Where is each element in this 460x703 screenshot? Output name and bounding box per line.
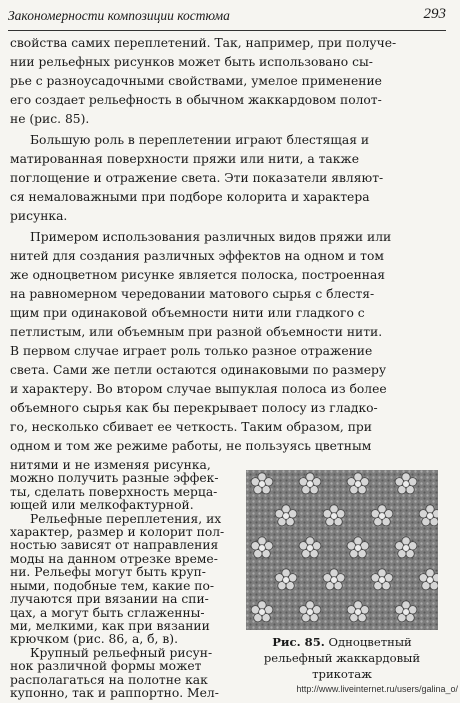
- body-line: рисунка.: [10, 209, 68, 223]
- figure-caption-line: рельефный жаккардовый: [263, 651, 421, 665]
- running-header: [8, 4, 446, 31]
- body-line: располагаться на полотне как: [10, 672, 208, 687]
- body-line: матированная поверхности пряжи или нити, а также: [10, 152, 360, 166]
- figure-caption-line: трикотаж: [312, 667, 372, 681]
- body-line: нитей для создания различных эффектов на одном и том: [10, 249, 384, 263]
- body-line: петлистым, или объемным при разной объемности нити.: [10, 325, 383, 339]
- body-line: света. Сами же петли остаются одинаковыми по размеру: [10, 363, 387, 377]
- body-line: ми, мелкими, как при вязании: [10, 618, 210, 633]
- body-line: ностью зависят от направления: [10, 538, 219, 553]
- source-watermark: http://www.liveinternet.ru/users/galina_o/: [296, 684, 458, 694]
- body-line: рье с разноусадочными свойствами, умелое применение: [10, 74, 382, 88]
- body-line: не (рис. 85).: [10, 112, 90, 126]
- body-line: крючком (рис. 86, а, б, в).: [10, 632, 178, 647]
- body-line: лучаются при вязании на спи-: [10, 592, 209, 607]
- body-line: Большую роль в переплетении играют блестящая и: [30, 133, 370, 147]
- body-line: нок различной формы может: [10, 659, 202, 674]
- body-line: ными, подобные тем, какие по-: [10, 578, 215, 593]
- body-line: можно получить разные эффек-: [10, 471, 219, 486]
- body-line: на равномерном чередовании матового сырья с блестя-: [10, 287, 375, 301]
- body-line: ся немаловажными при подборе колорита и характера: [10, 190, 370, 204]
- body-line: Крупный рельефный рисун-: [30, 645, 213, 660]
- body-line: моды на данном отрезке време-: [10, 551, 218, 566]
- body-line: Примером использования различных видов пряжи или: [30, 230, 392, 244]
- body-line: и характеру. Во втором случае выпуклая полоса из более: [10, 382, 387, 396]
- body-line: щим при одинаковой объемности нити или гладкого с: [10, 306, 365, 320]
- body-line: го, несколько сбивает ее четкость. Таким образом, при: [10, 420, 372, 434]
- body-line: поглощение и отражение света. Эти показатели являют-: [10, 171, 384, 185]
- body-line: ющей или мелкофактурной.: [10, 498, 194, 513]
- body-line: цах, а могут быть сглаженны-: [10, 605, 205, 620]
- knit-fabric-photo: [246, 470, 438, 630]
- body-line: его создает рельефность в обычном жаккардовом полот-: [10, 93, 382, 107]
- figure-label: Рис. 85.: [272, 635, 325, 649]
- body-line: Рельефные переплетения, их: [30, 511, 222, 526]
- body-line: ни. Рельефы могут быть круп-: [10, 565, 206, 580]
- body-line: же одноцветном рисунке является полоска, построенная: [10, 268, 386, 282]
- body-line: нитями и не изменяя рисунка,: [10, 458, 211, 472]
- body-line: свойства самих переплетений. Так, например, при получе-: [10, 36, 397, 50]
- body-line: одном и том же режиме работы, не пользуясь цветным: [10, 439, 372, 453]
- body-line: нии рельефных рисунков может быть использовано сы-: [10, 55, 373, 69]
- figure-caption-text: Одноцветный: [324, 635, 412, 649]
- body-line: объемного сырья как бы перекрывает полосу из гладко-: [10, 401, 378, 415]
- body-line: ты, сделать поверхность мерца-: [10, 484, 218, 499]
- running-title: Закономерности композиции костюма: [8, 8, 230, 23]
- body-line: В первом случае играет роль только разное отражение: [10, 344, 373, 358]
- page-number: 293: [423, 6, 446, 22]
- body-line: купонно, так и раппортно. Мел-: [10, 686, 219, 700]
- figure-caption-line: [242, 634, 442, 650]
- body-line: характер, размер и колорит пол-: [10, 525, 225, 540]
